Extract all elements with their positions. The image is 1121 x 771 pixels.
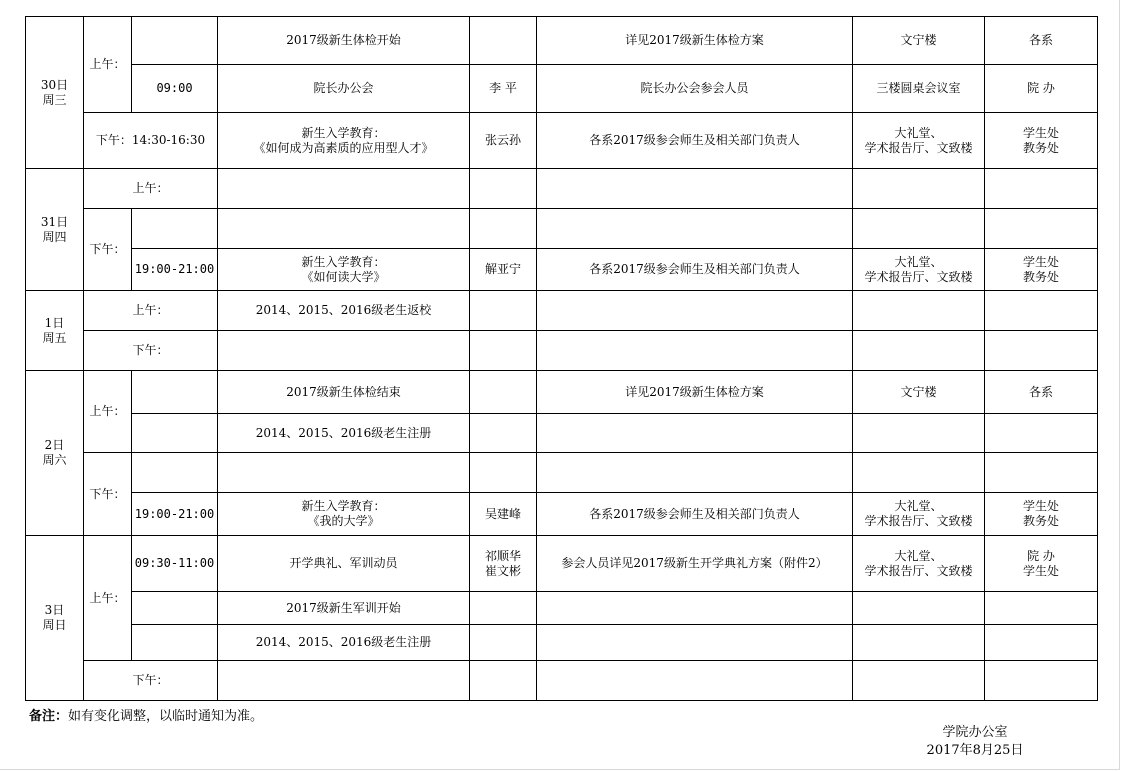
time-cell: 09:30-11:00 — [132, 536, 218, 592]
time-cell — [132, 414, 218, 453]
attendees-cell — [537, 291, 853, 331]
time-cell: 09:00 — [132, 65, 218, 113]
location-cell: 大礼堂、 学术报告厅、文致楼 — [853, 493, 985, 536]
host-cell: 解亚宁 — [470, 249, 537, 291]
organizer-cell — [985, 209, 1098, 249]
table-row — [26, 209, 1098, 249]
day-cell: 31日 周四 — [26, 169, 84, 291]
attendees-cell: 各系2017级参会师生及相关部门负责人 — [537, 249, 853, 291]
time-cell — [132, 625, 218, 661]
host-cell — [470, 209, 537, 249]
table-row — [26, 661, 1098, 701]
attendees-cell — [537, 661, 853, 701]
table-row — [26, 453, 1098, 493]
attendees-cell — [537, 453, 853, 493]
location-cell — [853, 414, 985, 453]
time-cell — [132, 453, 218, 493]
host-cell: 李 平 — [470, 65, 537, 113]
location-cell — [853, 169, 985, 209]
attendees-cell: 详见2017级新生体检方案 — [537, 371, 853, 414]
period-label: 上午： — [84, 291, 218, 331]
period-label: 下午： — [84, 209, 132, 291]
attendees-cell — [537, 625, 853, 661]
signature-block — [905, 724, 1045, 760]
host-cell — [470, 371, 537, 414]
event-cell: 院长办公会 — [218, 65, 470, 113]
location-cell: 文宁楼 — [853, 371, 985, 414]
location-cell: 大礼堂、 学术报告厅、文致楼 — [853, 113, 985, 169]
host-cell: 吴建峰 — [470, 493, 537, 536]
event-cell: 新生入学教育： 《如何读大学》 — [218, 249, 470, 291]
table-row — [26, 113, 1098, 169]
attendees-cell — [537, 169, 853, 209]
organizer-cell — [985, 592, 1098, 625]
event-cell — [218, 169, 470, 209]
period-label: 上午： — [84, 17, 132, 113]
host-cell — [470, 17, 537, 65]
host-cell: 祁顺华 崔文彬 — [470, 536, 537, 592]
host-cell: 张云孙 — [470, 113, 537, 169]
organizer-cell: 学生处 教务处 — [985, 249, 1098, 291]
attendees-cell: 院长办公会参会人员 — [537, 65, 853, 113]
attendees-cell: 参会人员详见2017级新生开学典礼方案（附件2） — [537, 536, 853, 592]
organizer-cell: 各系 — [985, 371, 1098, 414]
office-name: 学院办公室 — [942, 725, 1008, 740]
table-row — [26, 414, 1098, 453]
table-row — [26, 17, 1098, 65]
host-cell — [470, 414, 537, 453]
event-cell: 开学典礼、军训动员 — [218, 536, 470, 592]
location-cell — [853, 625, 985, 661]
time-cell — [132, 371, 218, 414]
organizer-cell: 各系 — [985, 17, 1098, 65]
organizer-cell — [985, 291, 1098, 331]
period-label: 下午： — [84, 331, 218, 371]
event-cell: 2017级新生军训开始 — [218, 592, 470, 625]
location-cell: 文宁楼 — [853, 17, 985, 65]
event-cell — [218, 453, 470, 493]
location-cell — [853, 661, 985, 701]
organizer-cell — [985, 453, 1098, 493]
schedule-table — [25, 16, 1098, 701]
organizer-cell — [985, 331, 1098, 371]
table-row — [26, 291, 1098, 331]
organizer-cell: 院 办 — [985, 65, 1098, 113]
organizer-cell: 学生处 教务处 — [985, 493, 1098, 536]
host-cell — [470, 592, 537, 625]
day-cell: 1日 周五 — [26, 291, 84, 371]
day-cell: 2日 周六 — [26, 371, 84, 536]
period-label: 下午： — [84, 453, 132, 536]
organizer-cell — [985, 661, 1098, 701]
organizer-cell — [985, 169, 1098, 209]
attendees-cell — [537, 331, 853, 371]
event-cell: 2014、2015、2016级老生返校 — [218, 291, 470, 331]
table-row — [26, 536, 1098, 592]
location-cell: 三楼圆桌会议室 — [853, 65, 985, 113]
attendees-cell — [537, 414, 853, 453]
remark-text: 如有变化调整，以临时通知为准。 — [68, 709, 264, 724]
remark-label: 备注： — [29, 709, 69, 724]
time-cell — [132, 209, 218, 249]
host-cell — [470, 331, 537, 371]
event-cell: 新生入学教育： 《我的大学》 — [218, 493, 470, 536]
attendees-cell: 详见2017级新生体检方案 — [537, 17, 853, 65]
event-cell — [218, 209, 470, 249]
location-cell: 大礼堂、 学术报告厅、文致楼 — [853, 536, 985, 592]
period-label: 下午： — [84, 661, 218, 701]
organizer-cell — [985, 625, 1098, 661]
time-cell — [132, 592, 218, 625]
period-label: 上午： — [84, 536, 132, 661]
table-row — [26, 331, 1098, 371]
event-cell: 2017级新生体检结束 — [218, 371, 470, 414]
table-row — [26, 592, 1098, 625]
period-label: 上午： — [84, 169, 218, 209]
organizer-cell: 院 办 学生处 — [985, 536, 1098, 592]
event-cell — [218, 331, 470, 371]
organizer-cell: 学生处 教务处 — [985, 113, 1098, 169]
issue-date: 2017年8月25日 — [926, 743, 1024, 758]
event-cell: 2017级新生体检开始 — [218, 17, 470, 65]
event-cell: 新生入学教育： 《如何成为高素质的应用型人才》 — [218, 113, 470, 169]
table-row — [26, 249, 1098, 291]
location-cell — [853, 453, 985, 493]
attendees-cell: 各系2017级参会师生及相关部门负责人 — [537, 113, 853, 169]
table-row — [26, 493, 1098, 536]
host-cell — [470, 661, 537, 701]
location-cell — [853, 331, 985, 371]
location-cell — [853, 209, 985, 249]
host-cell — [470, 291, 537, 331]
event-cell: 2014、2015、2016级老生注册 — [218, 414, 470, 453]
attendees-cell — [537, 592, 853, 625]
host-cell — [470, 625, 537, 661]
host-cell — [470, 169, 537, 209]
period-time-label: 下午：14:30-16:30 — [84, 113, 218, 169]
time-cell: 19:00-21:00 — [132, 249, 218, 291]
table-row — [26, 65, 1098, 113]
location-cell: 大礼堂、 学术报告厅、文致楼 — [853, 249, 985, 291]
remark — [29, 705, 263, 724]
time-cell: 19:00-21:00 — [132, 493, 218, 536]
table-row — [26, 625, 1098, 661]
attendees-cell — [537, 209, 853, 249]
day-cell: 3日 周日 — [26, 536, 84, 701]
table-row — [26, 169, 1098, 209]
location-cell — [853, 592, 985, 625]
time-cell — [132, 17, 218, 65]
host-cell — [470, 453, 537, 493]
location-cell — [853, 291, 985, 331]
organizer-cell — [985, 414, 1098, 453]
period-label: 上午： — [84, 371, 132, 453]
day-cell: 30日 周三 — [26, 17, 84, 169]
event-cell — [218, 661, 470, 701]
event-cell: 2014、2015、2016级老生注册 — [218, 625, 470, 661]
table-row — [26, 371, 1098, 414]
attendees-cell: 各系2017级参会师生及相关部门负责人 — [537, 493, 853, 536]
